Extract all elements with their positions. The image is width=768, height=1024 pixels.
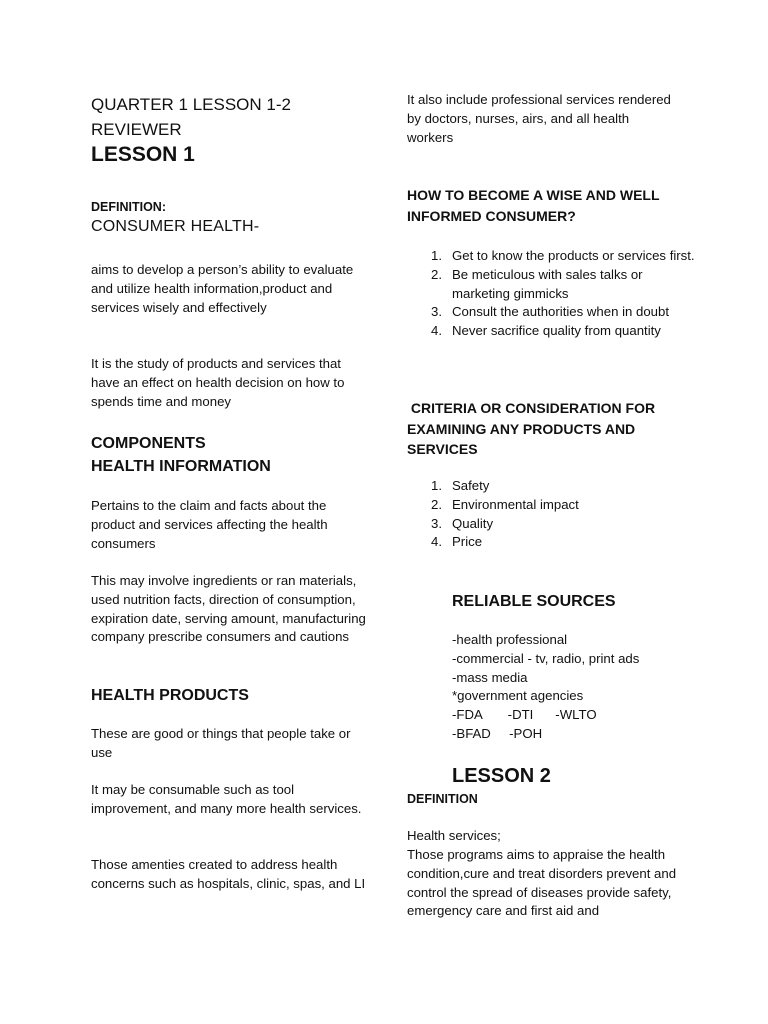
involve-paragraph: This may involve ingredients or ran materials, used nutrition facts, direction of consumption, expiration date, serving amount, manufacturing company prescribe consumers and cautions <box>91 573 366 645</box>
health-programs-paragraph: Those programs aims to appraise the health condition,cure and treat disorders prevent and control the spread of diseases provide safety, emergency care and first aid and <box>407 847 677 919</box>
source-line: -BFAD -POH <box>452 725 543 741</box>
components-line: COMPONENTS <box>91 435 206 452</box>
lesson2-heading: LESSON 2 <box>452 765 551 787</box>
lesson1-heading: LESSON 1 <box>91 143 195 166</box>
study-paragraph: It is the study of products and services that have an effect on health decision on how to spends time and money <box>91 356 345 409</box>
source-line: -commercial - tv, radio, print ads <box>452 650 640 666</box>
amenities-paragraph: Those amenties created to address health concerns such as hospitals, clinic, spas, and LI <box>91 857 366 891</box>
goods-paragraph: These are good or things that people take or use <box>91 726 351 760</box>
source-line: *government agencies <box>452 688 584 704</box>
criteria-heading: CRITERIA OR CONSIDERATION FOR EXAMINING ANY PRODUCTS AND SERVICES <box>407 400 660 457</box>
health-services-label: Health services; <box>407 828 501 843</box>
title-line-1: QUARTER 1 LESSON 1-2 <box>91 95 291 114</box>
reliable-sources-heading: RELIABLE SOURCES <box>452 593 616 610</box>
reliable-sources-list <box>452 631 639 744</box>
title-line-2: REVIEWER <box>91 120 182 139</box>
source-line: -FDA -DTI -WLTO <box>452 707 597 723</box>
list-item: 4. Price <box>431 534 483 550</box>
consumable-paragraph: It may be consumable such as tool improvement, and many more health services. <box>91 782 362 816</box>
aims-paragraph: aims to develop a person’s ability to evaluate and utilize health information,product and services wisely and effectively <box>91 262 354 315</box>
professional-services-paragraph: It also include professional services rendered by doctors, nurses, airs, and all health workers <box>407 92 671 145</box>
reviewer-title <box>91 92 291 142</box>
lesson2-definition-label: DEFINITION <box>407 792 478 806</box>
definition-label: DEFINITION: <box>91 200 166 214</box>
wise-consumer-list <box>407 247 697 341</box>
list-item: 1. Get to know the products or services first. <box>431 248 695 263</box>
health-information-line: HEALTH INFORMATION <box>91 458 271 475</box>
list-item: 3. Consult the authorities when in doubt <box>431 304 670 320</box>
criteria-list <box>407 477 697 552</box>
health-products-heading: HEALTH PRODUCTS <box>91 687 249 704</box>
source-line: -health professional <box>452 632 568 647</box>
list-item: 4. Never sacrifice quality from quantity <box>431 323 661 339</box>
list-item: 2. Be meticulous with sales talks or marketing gimmicks <box>431 266 643 301</box>
list-item: 3. Quality <box>431 515 494 531</box>
list-item: 1. Safety <box>431 478 490 493</box>
components-heading <box>91 432 271 478</box>
source-line: -mass media <box>452 669 528 685</box>
consumer-health-term: CONSUMER HEALTH- <box>91 218 260 235</box>
wise-consumer-heading: HOW TO BECOME A WISE AND WELL INFORMED CONSUMER? <box>407 187 660 224</box>
pertains-paragraph: Pertains to the claim and facts about the product and services affecting the health consumers <box>91 498 328 551</box>
list-item: 2. Environmental impact <box>431 496 579 512</box>
